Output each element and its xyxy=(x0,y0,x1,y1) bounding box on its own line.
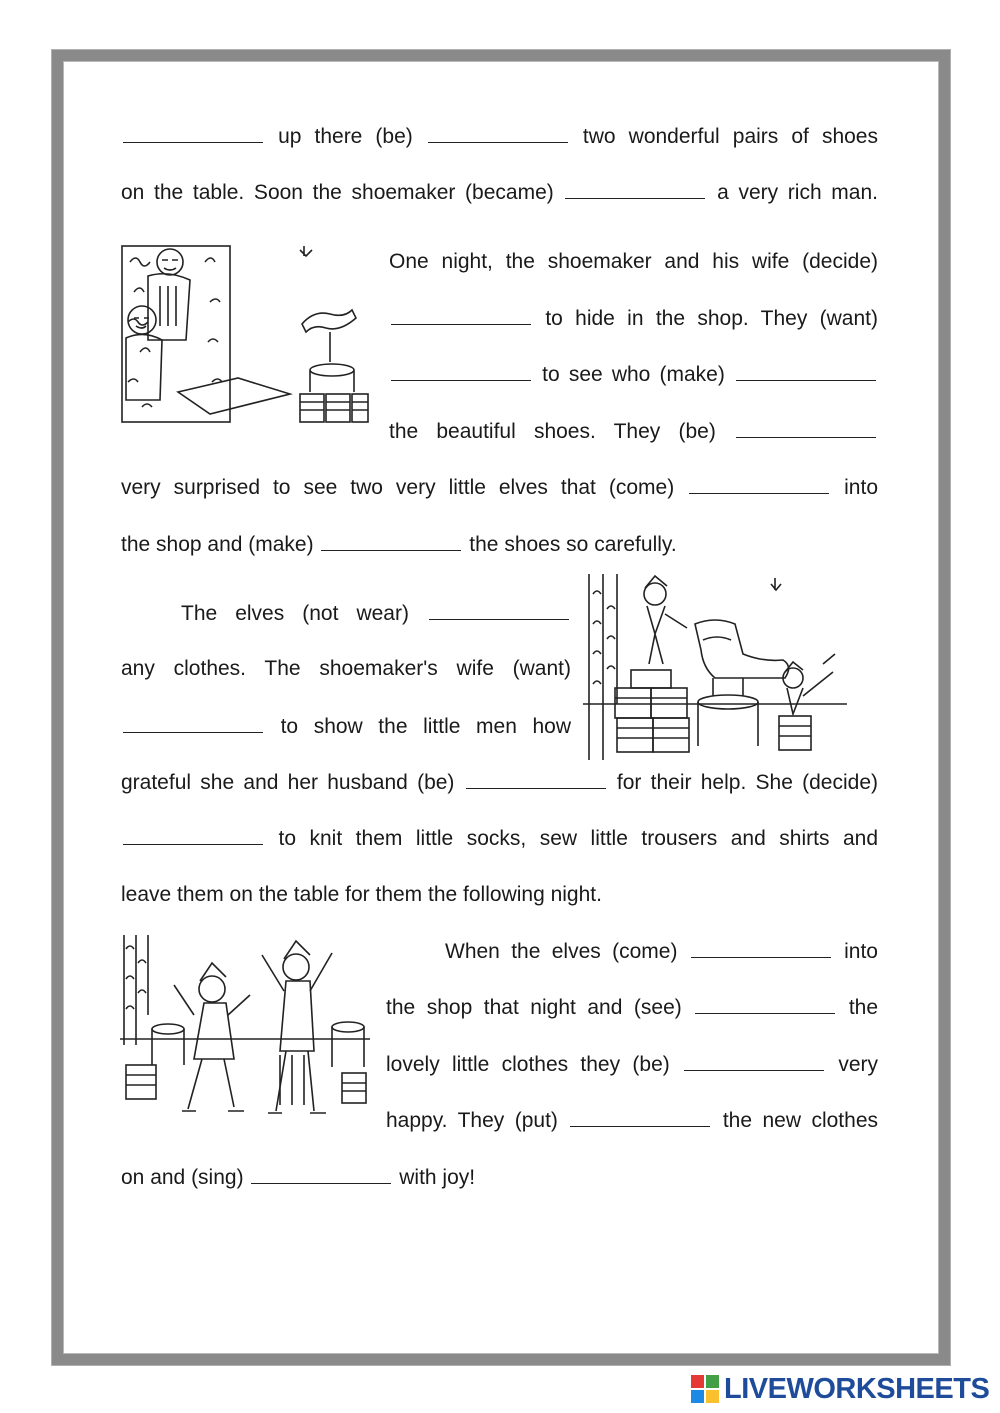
line-text: to show the little men how xyxy=(265,715,571,738)
answer-blank[interactable] xyxy=(123,818,263,845)
answer-blank[interactable] xyxy=(391,298,531,325)
line-text: the xyxy=(837,996,878,1019)
wall-ornament xyxy=(771,578,781,590)
line-text: on and (sing) xyxy=(121,1166,250,1189)
elf-on-spools xyxy=(615,576,689,752)
shoemaker-and-wife-hiding-illustration xyxy=(120,242,370,432)
line-text: When the elves (come) xyxy=(445,940,689,963)
text-line xyxy=(121,524,878,564)
text-line xyxy=(121,649,571,689)
answer-blank[interactable] xyxy=(691,931,831,958)
answer-blank[interactable] xyxy=(695,987,835,1014)
answer-blank[interactable] xyxy=(684,1044,824,1071)
answer-blank[interactable] xyxy=(123,116,263,143)
line-text: lovely little clothes they (be) xyxy=(386,1053,683,1076)
text-line xyxy=(121,593,571,633)
answer-blank[interactable] xyxy=(251,1157,391,1184)
line-text: the new clothes xyxy=(712,1109,878,1132)
text-line xyxy=(386,1044,878,1084)
answer-blank[interactable] xyxy=(428,116,568,143)
text-line xyxy=(389,242,878,282)
thread-spools xyxy=(300,394,368,422)
line-text: to hide in the shop. They (want) xyxy=(533,307,878,330)
text-line xyxy=(386,931,878,971)
text-line xyxy=(389,354,878,394)
line-text: the beautiful shoes. They (be) xyxy=(389,420,734,443)
answer-blank[interactable] xyxy=(570,1100,710,1127)
line-text: up there (be) xyxy=(265,125,426,148)
elf-sewing xyxy=(779,654,835,750)
liveworksheets-logo-text: LIVEWORKSHEETS xyxy=(724,1372,990,1405)
answer-blank[interactable] xyxy=(689,467,829,494)
line-text: with joy! xyxy=(393,1166,476,1189)
line-text: the shoes so carefully. xyxy=(463,533,677,556)
text-line xyxy=(389,411,878,451)
line-text: for their help. She (decide) xyxy=(607,771,878,794)
wallpaper-pattern xyxy=(589,574,617,760)
answer-blank[interactable] xyxy=(565,172,705,199)
workbench-with-last xyxy=(178,310,368,422)
text-line xyxy=(386,1100,878,1140)
liveworksheets-logo-mark xyxy=(690,1374,720,1404)
liveworksheets-logo[interactable] xyxy=(690,1372,990,1406)
dancing-elf-right xyxy=(262,941,332,1113)
logo-square-green xyxy=(706,1375,719,1388)
elves-making-shoes-illustration xyxy=(583,574,847,760)
text-line xyxy=(121,172,878,212)
wall-ornament xyxy=(300,246,312,256)
text-line xyxy=(121,762,878,802)
giant-shoe xyxy=(695,620,789,746)
line-text: the shop that night and (see) xyxy=(386,996,694,1019)
line-text: grateful she and her husband (be) xyxy=(121,771,464,794)
text-line xyxy=(121,116,878,156)
logo-square-yellow xyxy=(706,1390,719,1403)
dancing-elf-left xyxy=(174,963,250,1111)
elves-dancing-illustration xyxy=(120,935,370,1125)
answer-blank[interactable] xyxy=(466,762,606,789)
answer-blank[interactable] xyxy=(123,706,263,733)
line-text: into xyxy=(832,940,878,963)
logo-square-red xyxy=(691,1375,704,1388)
text-line xyxy=(121,467,878,507)
line-text: very xyxy=(826,1053,878,1076)
line-text: to knit them little socks, sew little trousers and shirts and xyxy=(265,827,878,850)
line-text: happy. They (put) xyxy=(386,1109,569,1132)
spools-and-stools xyxy=(126,1022,366,1103)
answer-blank[interactable] xyxy=(736,411,876,438)
shoemaker-figures xyxy=(126,249,190,400)
line-text: the shop and (make) xyxy=(121,533,320,556)
line-text: any clothes. The shoemaker's wife (want) xyxy=(121,657,571,680)
answer-blank[interactable] xyxy=(321,524,461,551)
line-text: on the table. Soon the shoemaker (became) xyxy=(121,181,564,204)
logo-square-blue xyxy=(691,1390,704,1403)
text-line xyxy=(121,875,878,915)
line-text: The elves (not wear) xyxy=(181,602,427,625)
text-line xyxy=(389,298,878,338)
answer-blank[interactable] xyxy=(736,354,876,381)
text-line xyxy=(386,987,878,1027)
line-text: One night, the shoemaker and his wife (decide) xyxy=(389,250,878,273)
line-text: into xyxy=(831,476,878,499)
line-text: to see who (make) xyxy=(533,363,734,386)
text-line xyxy=(121,1157,878,1197)
line-text: a very rich man. xyxy=(707,181,878,204)
line-text: leave them on the table for them the following night. xyxy=(121,883,602,906)
answer-blank[interactable] xyxy=(391,354,531,381)
line-text: two wonderful pairs of shoes xyxy=(569,125,878,148)
answer-blank[interactable] xyxy=(429,593,569,620)
line-text: very surprised to see two very little elves that (come) xyxy=(121,476,688,499)
text-line xyxy=(121,706,571,746)
text-line xyxy=(121,818,878,858)
